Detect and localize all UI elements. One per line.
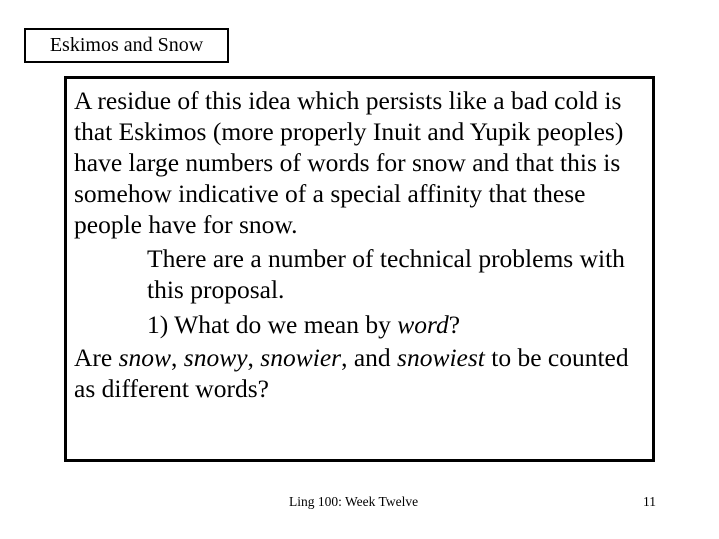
examples-sep-2: , (247, 343, 261, 372)
example-word-snow: snow (118, 343, 172, 372)
examples-lead: Are (74, 343, 119, 372)
page-number: 11 (643, 494, 656, 509)
question-term: word (397, 310, 449, 339)
slide-title-text: Eskimos and Snow (49, 34, 204, 56)
slide-title (24, 28, 229, 63)
question-prefix: 1) What do we mean by (147, 310, 398, 339)
example-word-snowiest: snowiest (397, 343, 485, 372)
example-word-snowy: snowy (183, 343, 248, 372)
example-word-snowier: snowier (260, 343, 342, 372)
paragraph-problems: There are a number of technical problems with this proposal. (147, 244, 625, 304)
content-box (64, 76, 655, 462)
paragraph-question (74, 309, 642, 340)
question-suffix: ? (448, 310, 461, 339)
examples-sep-1: , (171, 343, 184, 372)
paragraph-examples (74, 342, 642, 404)
examples-tail: to be counted as different words? (74, 343, 629, 403)
examples-sep-3: , and (341, 343, 398, 372)
slide-footer: Ling 100: Week Twelve (289, 494, 419, 509)
paragraph-intro: A residue of this idea which persists like a bad cold is that Eskimos (more properly Inuit and Yupik peoples) have large numbers of words for snow and that this is somehow indicative of a special affinity that these people have for snow. (74, 86, 624, 239)
